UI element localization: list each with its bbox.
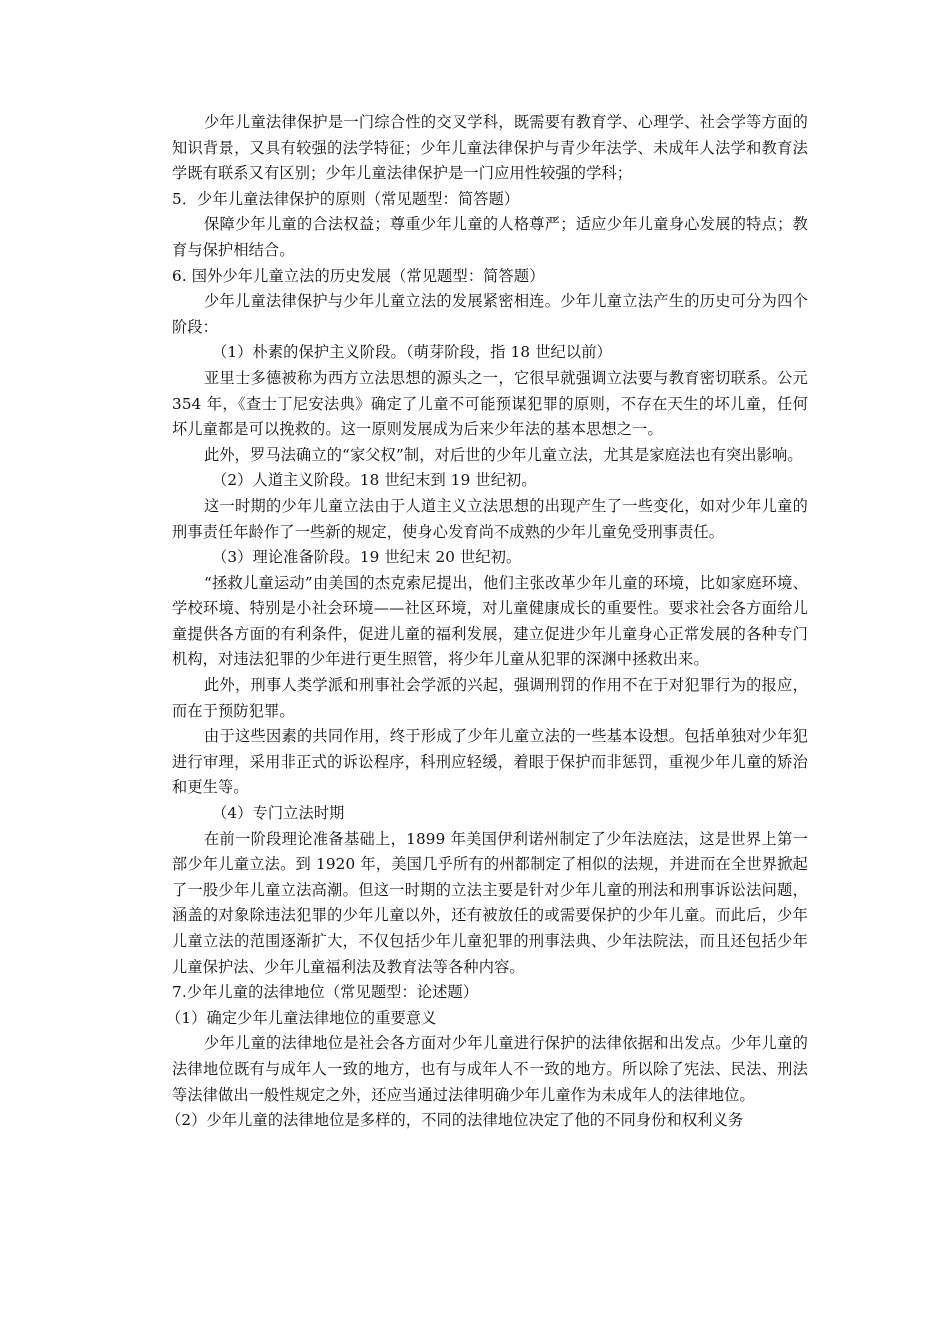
paragraph-stage-3-result: 由于这些因素的共同作用，终于形成了少年儿童立法的一些基本设想。包括单独对少年犯进行审理，采用非正式的诉讼程序，科刑应轻缓，着眼于保护而非惩罚，重视少年儿童的矫治和更生等。 — [172, 727, 808, 797]
subheading-stage-4: （4）专门立法时期 — [212, 804, 345, 823]
paragraph-four-stages-intro: 少年儿童法律保护与少年儿童立法的发展紧密相连。少年儿童立法产生的历史可分为四个阶段： — [172, 292, 808, 336]
heading-legal-status: 7.少年儿童的法律地位（常见题型：论述题） — [172, 983, 479, 1002]
subheading-stage-3: （3）理论准备阶段。19 世纪末 20 世纪初。 — [212, 548, 522, 567]
document-page — [166, 110, 808, 1134]
paragraph-principles: 保障少年儿童的合法权益；尊重少年儿童的人格尊严；适应少年儿童身心发展的特点；教育与保护相结合。 — [172, 215, 808, 259]
subheading-stage-1: （1）朴素的保护主义阶段。（萌芽阶段，指 18 世纪以前） — [212, 343, 612, 362]
paragraph-legal-status-significance: 少年儿童的法律地位是社会各方面对少年儿童进行保护的法律依据和出发点。少年儿童的法律地位既有与成年人一致的地方，也有与成年人不一致的地方。所以除了宪法、民法、刑法等法律做出一般性规定之外，还应当通过法律明确少年儿童作为未成年人的法律地位。 — [172, 1034, 808, 1104]
paragraph-stage-3-criminology: 此外，刑事人类学派和刑事社会学派的兴起，强调刑罚的作用不在于对犯罪行为的报应，而在于预防犯罪。 — [172, 676, 808, 720]
paragraph-stage-2: 这一时期的少年儿童立法由于人道主义立法思想的出现产生了一些变化，如对少年儿童的刑事责任年龄作了一些新的规定，使身心发育尚不成熟的少年儿童免受刑事责任。 — [172, 496, 808, 541]
paragraph-discipline-features: 少年儿童法律保护是一门综合性的交叉学科，既需要有教育学、心理学、社会学等方面的知识背景，又具有较强的法学特征；少年儿童法律保护与青少年法学、未成年人法学和教育法学既有联系又有区别；少年儿童法律保护是一门应用性较强的学科； — [172, 113, 808, 183]
heading-principles: 5．少年儿童法律保护的原则（常见题型：简答题） — [172, 189, 520, 208]
heading-foreign-history: 6. 国外少年儿童立法的历史发展（常见题型：简答题） — [172, 266, 545, 285]
paragraph-stage-4: 在前一阶段理论准备基础上，1899 年美国伊利诺州制定了少年法庭法，这是世界上第一部少年儿童立法。到 1920 年，美国几乎所有的州都制定了相似的法规，并进而在全世界掀起了一股少年儿童立法高潮。但这一时期的立法主要是针对少年儿童的刑法和刑事诉讼法问题，涵盖的对象除违法犯罪的少年儿童以外，还有被放任的或需要保护的少年儿童。而此后，少年儿童立法的范围逐渐扩大，不仅包括少年儿童犯罪的刑事法典、少年法院法，而且还包括少年儿童保护法、少年儿童福利法及教育法等各种内容。 — [172, 829, 808, 976]
paragraph-stage-1-roman-law: 此外，罗马法确立的“家父权”制，对后世的少年儿童立法，尤其是家庭法也有突出影响。 — [204, 445, 803, 464]
subheading-stage-2: （2）人道主义阶段。18 世纪末到 19 世纪初。 — [212, 471, 537, 490]
subheading-legal-status-diversity: （2）少年儿童的法律地位是多样的，不同的法律地位决定了他的不同身份和权利义务 — [166, 1111, 744, 1130]
paragraph-stage-1-aristotle: 亚里士多德被称为西方立法思想的源头之一，它很早就强调立法要与教育密切联系。公元 354 年，《查士丁尼安法典》确定了儿童不可能预谋犯罪的原则，不存在天生的坏儿童，任何坏儿童都是可以挽救的。这一原则发展成为后来少年法的基本思想之一。 — [172, 368, 808, 439]
paragraph-stage-3-child-saving: “拯救儿童运动”由美国的杰克索尼提出，他们主张改革少年儿童的环境，比如家庭环境、学校环境、特别是小社会环境——社区环境，对儿童健康成长的重要性。要求社会各方面给儿童提供各方面的有利条件，促进儿童的福利发展，建立促进少年儿童身心正常发展的各种专门机构，对违法犯罪的少年进行更生照管，将少年儿童从犯罪的深渊中拯救出来。 — [172, 573, 808, 669]
subheading-legal-status-significance: （1）确定少年儿童法律地位的重要意义 — [166, 1008, 437, 1027]
